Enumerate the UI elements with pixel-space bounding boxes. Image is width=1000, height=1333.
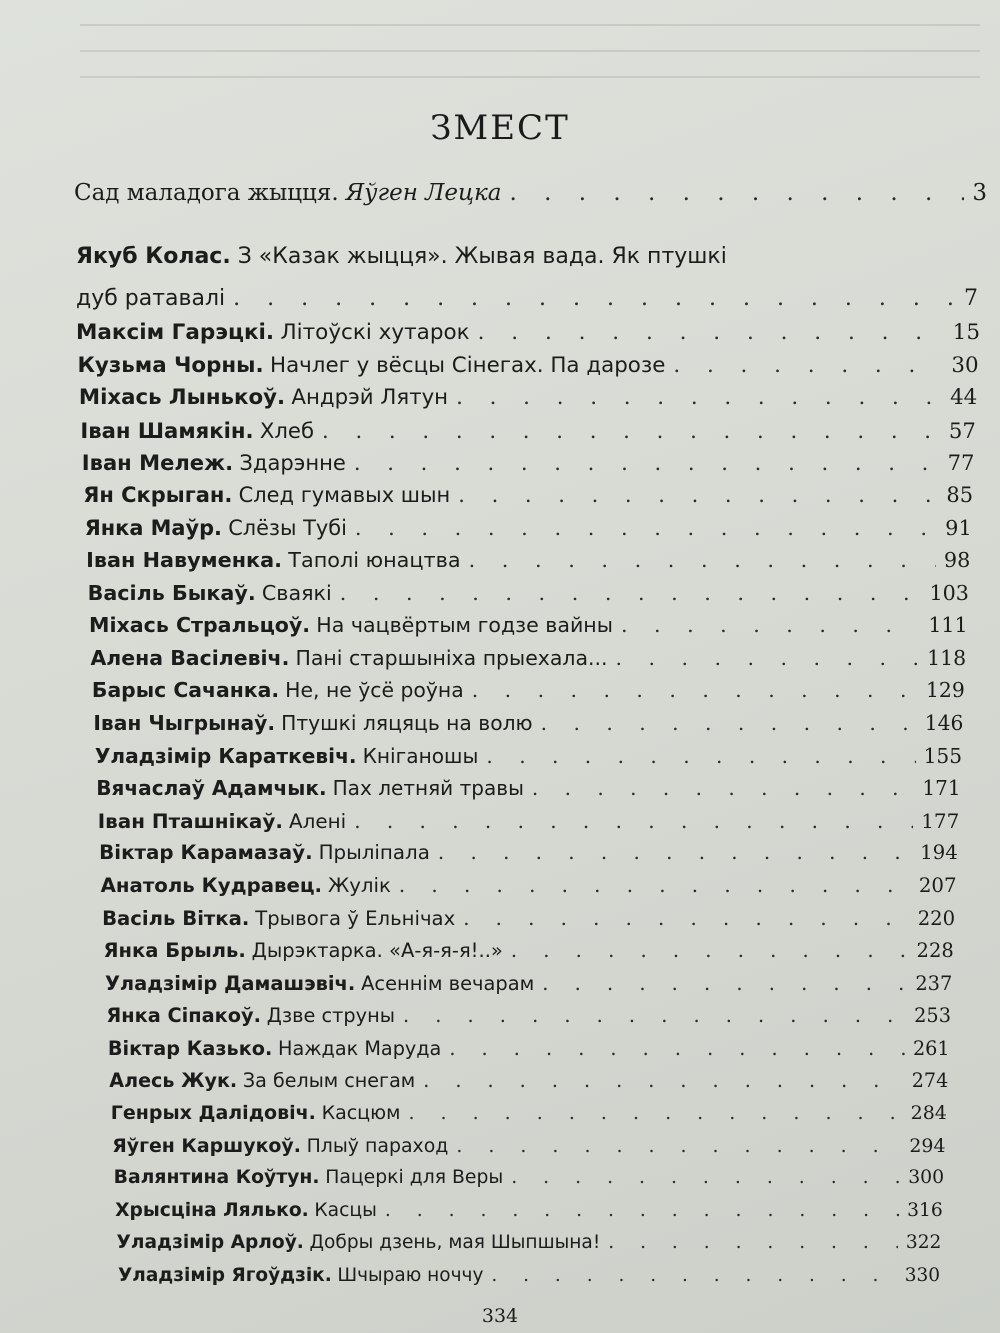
toc-author: Васіль Быкаў. bbox=[87, 580, 256, 605]
toc-page-number: 85 bbox=[946, 482, 974, 507]
toc-page-number: 146 bbox=[924, 711, 964, 736]
toc-author: Іван Навуменка. bbox=[86, 548, 283, 573]
dot-leader bbox=[449, 1037, 905, 1060]
toc-work: Андрэй Лятун bbox=[291, 385, 449, 411]
dot-leader bbox=[541, 711, 917, 735]
dot-leader bbox=[616, 646, 920, 670]
toc-page-number: 294 bbox=[909, 1134, 946, 1157]
toc-entry bbox=[98, 809, 960, 833]
dot-leader bbox=[456, 1135, 901, 1157]
dot-leader bbox=[458, 483, 938, 507]
dot-leader bbox=[511, 1167, 900, 1188]
toc-work: Дырэктарка. «А-я-я-я!..» bbox=[251, 939, 503, 963]
toc-work: Хлеб bbox=[259, 417, 315, 443]
toc-work: Касцы bbox=[314, 1199, 377, 1221]
toc-page-number: 207 bbox=[918, 873, 957, 897]
toc-entry bbox=[96, 776, 960, 800]
toc-work: Сад маладога жыцця. bbox=[74, 180, 339, 206]
toc-author: Яўген Лецка bbox=[345, 180, 502, 206]
dot-leader bbox=[463, 907, 910, 930]
toc-work: Алені bbox=[288, 808, 347, 833]
toc-page-number: 3 bbox=[972, 180, 987, 206]
toc-page-number: 111 bbox=[928, 613, 968, 638]
dot-leader bbox=[469, 548, 936, 572]
dot-leader bbox=[354, 809, 913, 833]
toc-author: Валянтина Коўтун. bbox=[113, 1167, 320, 1189]
toc-page-number: 261 bbox=[912, 1036, 950, 1060]
toc-entry bbox=[82, 450, 975, 475]
toc-author: Барыс Сачанка. bbox=[91, 678, 280, 703]
toc-author: Янка Сіпакоў. bbox=[106, 1004, 261, 1028]
toc-entry bbox=[99, 841, 958, 864]
toc-page-number: 316 bbox=[907, 1199, 943, 1221]
toc-page-number: 77 bbox=[947, 450, 975, 476]
toc-author: Яўген Каршукоў. bbox=[112, 1134, 301, 1157]
dot-leader bbox=[403, 1004, 906, 1027]
dot-leader bbox=[542, 972, 907, 995]
toc-author: Іван Пташнікаў. bbox=[97, 808, 283, 833]
toc-page-number: 91 bbox=[945, 515, 972, 540]
toc-entry bbox=[104, 939, 954, 962]
toc-entry bbox=[86, 548, 970, 572]
dot-leader bbox=[438, 841, 912, 864]
toc-work: Плыў параход bbox=[306, 1134, 449, 1157]
toc-page-number: 330 bbox=[904, 1265, 940, 1286]
page-title: ЗМЕСТ bbox=[430, 108, 570, 148]
toc-author: Хрысціна Лялько. bbox=[115, 1199, 309, 1221]
toc-author: Уладзімір Арлоў. bbox=[116, 1232, 304, 1254]
toc-author: Ян Скрыган. bbox=[83, 482, 233, 507]
toc-first-entry bbox=[76, 244, 976, 269]
dot-leader bbox=[456, 385, 942, 410]
toc-author: Міхась Лынькоў. bbox=[78, 385, 286, 411]
toc-entry bbox=[114, 1167, 944, 1188]
toc-page-number: 155 bbox=[923, 743, 963, 768]
toc-page-number: 171 bbox=[922, 776, 961, 801]
toc-entry bbox=[88, 581, 969, 605]
toc-entry bbox=[106, 1004, 951, 1027]
toc-page-number: 220 bbox=[917, 906, 956, 930]
toc-work: Слёзы Тубі bbox=[228, 515, 347, 540]
toc-author: Кузьма Чорны. bbox=[77, 352, 264, 378]
dot-leader bbox=[322, 418, 941, 443]
toc-work: Таполі юнацтва bbox=[288, 548, 461, 573]
toc-page-number: 253 bbox=[914, 1004, 952, 1028]
toc-intro-entry bbox=[74, 180, 987, 206]
toc-entry bbox=[108, 1037, 950, 1060]
toc-entry bbox=[115, 1200, 943, 1221]
toc-work: Начлег у вёсцы Сінегах. Па дарозе bbox=[270, 352, 666, 378]
dot-leader bbox=[472, 678, 918, 702]
toc-author: Іван Шамякін. bbox=[80, 417, 254, 443]
toc-entry bbox=[76, 320, 980, 345]
toc-author: Іван Мележ. bbox=[81, 450, 234, 476]
toc-author: Іван Чыгрынаў. bbox=[93, 711, 276, 736]
toc-page-number: 15 bbox=[952, 320, 980, 345]
toc-entry bbox=[101, 874, 957, 897]
toc-page-number: 7 bbox=[964, 286, 978, 311]
toc-work: Асеннім вечарам bbox=[361, 971, 535, 995]
dot-leader bbox=[354, 450, 940, 475]
toc-author: Міхась Стральцоў. bbox=[89, 613, 311, 638]
toc-entry bbox=[111, 1102, 947, 1124]
dot-leader bbox=[491, 1265, 896, 1286]
dot-leader bbox=[673, 353, 943, 378]
toc-entry bbox=[112, 1135, 945, 1157]
toc-work: На чацвёртым годзе вайны bbox=[316, 613, 613, 638]
toc-entry bbox=[85, 516, 972, 540]
toc-author: Алена Васілевіч. bbox=[90, 645, 290, 670]
toc-work: Літоўскі хутарок bbox=[280, 320, 470, 345]
toc-page-number: 228 bbox=[916, 939, 954, 963]
dot-leader bbox=[399, 874, 911, 897]
toc-author: Якуб Колас. bbox=[76, 244, 231, 269]
toc-author: Уладзімір Ягоўдзік. bbox=[118, 1265, 332, 1286]
dot-leader bbox=[621, 613, 920, 637]
toc-work: Жулік bbox=[327, 873, 391, 897]
toc-work: Сваякі bbox=[261, 580, 332, 605]
toc-author: Вячаслаў Адамчык. bbox=[96, 776, 327, 801]
toc-author: Максім Гарэцкі. bbox=[76, 320, 275, 345]
dot-leader bbox=[509, 180, 964, 206]
toc-author: Уладзімір Дамашэвіч. bbox=[104, 971, 356, 995]
toc-author: Уладзімір Караткевіч. bbox=[94, 743, 357, 768]
toc-author: Васіль Вітка. bbox=[102, 906, 250, 930]
toc-page-number: 194 bbox=[920, 841, 958, 865]
toc-work: Добры дзень, мая Шыпшына! bbox=[309, 1232, 601, 1254]
toc-page-number: 98 bbox=[943, 548, 971, 573]
toc-entry bbox=[105, 972, 952, 995]
dot-leader bbox=[355, 516, 937, 540]
dot-leader bbox=[408, 1102, 902, 1124]
toc-work: Пах летняй травы bbox=[332, 776, 524, 801]
toc-work: След гумавых шын bbox=[238, 482, 451, 507]
dot-leader bbox=[511, 939, 909, 962]
toc-work: Шчыраю ноччу bbox=[337, 1265, 484, 1286]
toc-author: Алесь Жук. bbox=[109, 1069, 238, 1093]
toc-entry bbox=[89, 613, 968, 637]
toc-page-number: 322 bbox=[905, 1232, 942, 1254]
toc-entry bbox=[92, 678, 965, 702]
toc-page-number: 129 bbox=[925, 678, 965, 703]
toc-first-entry-continued bbox=[76, 286, 978, 311]
toc-page-number: 57 bbox=[948, 417, 976, 443]
toc-page-number: 44 bbox=[950, 385, 978, 411]
toc-entry bbox=[102, 907, 955, 930]
dot-leader bbox=[486, 744, 915, 768]
toc-entry bbox=[93, 711, 963, 735]
toc-entry bbox=[80, 418, 976, 443]
toc-page-number: 177 bbox=[921, 808, 960, 833]
toc-author: Віктар Карамазаў. bbox=[99, 841, 313, 865]
toc-entry bbox=[79, 385, 977, 410]
toc-author: Віктар Казько. bbox=[107, 1036, 273, 1060]
page-footer-number: 334 bbox=[481, 1305, 519, 1327]
toc-work: За белым снегам bbox=[242, 1069, 416, 1093]
toc-work: Дзве струны bbox=[266, 1004, 395, 1028]
toc-entry bbox=[109, 1069, 948, 1092]
toc-work-line2: дуб ратавалі bbox=[76, 286, 226, 311]
toc-page-number: 284 bbox=[910, 1102, 947, 1125]
toc-page-number: 237 bbox=[915, 971, 953, 995]
dot-leader bbox=[532, 776, 914, 800]
dot-leader bbox=[340, 581, 922, 605]
toc-work-line1: З «Казак жыцця». Жывая вада. Як птушкі bbox=[237, 244, 727, 269]
toc-work: Касцюм bbox=[321, 1102, 401, 1125]
dot-leader bbox=[233, 286, 956, 311]
toc-page-number: 30 bbox=[951, 352, 979, 378]
dot-leader bbox=[478, 320, 945, 345]
toc-entry bbox=[77, 353, 978, 378]
toc-entry bbox=[118, 1265, 940, 1286]
toc-work: Наждак Маруда bbox=[278, 1036, 442, 1060]
toc-page-number: 300 bbox=[908, 1167, 945, 1189]
toc-work: Не, не ўсё роўна bbox=[285, 678, 464, 703]
toc-entry bbox=[90, 646, 966, 670]
toc-author: Анатоль Кудравец. bbox=[100, 873, 323, 897]
toc-page-number: 274 bbox=[911, 1069, 949, 1093]
toc-work: Птушкі ляцяць на волю bbox=[281, 711, 533, 736]
toc-entry bbox=[83, 483, 973, 507]
toc-page-number: 103 bbox=[929, 580, 969, 605]
toc-work: Здарэнне bbox=[239, 450, 346, 476]
toc-page-number: 118 bbox=[927, 645, 967, 670]
toc-entry bbox=[95, 744, 962, 768]
toc-author: Янка Брыль. bbox=[103, 939, 246, 963]
dot-leader bbox=[608, 1232, 898, 1253]
toc-entry bbox=[117, 1232, 942, 1253]
toc-author: Генрых Далідовіч. bbox=[110, 1102, 316, 1125]
toc-work: Кніганошы bbox=[362, 743, 479, 768]
toc-author: Янка Маўр. bbox=[84, 515, 222, 540]
toc-work: Трывога ў Ельнічах bbox=[255, 906, 456, 930]
dot-leader bbox=[385, 1200, 899, 1221]
toc-work: Пані старшыніха прыехала... bbox=[295, 645, 608, 670]
toc-work: Пацеркі для Веры bbox=[325, 1167, 504, 1189]
dot-leader bbox=[423, 1069, 904, 1092]
toc-work: Прыліпала bbox=[318, 841, 430, 865]
